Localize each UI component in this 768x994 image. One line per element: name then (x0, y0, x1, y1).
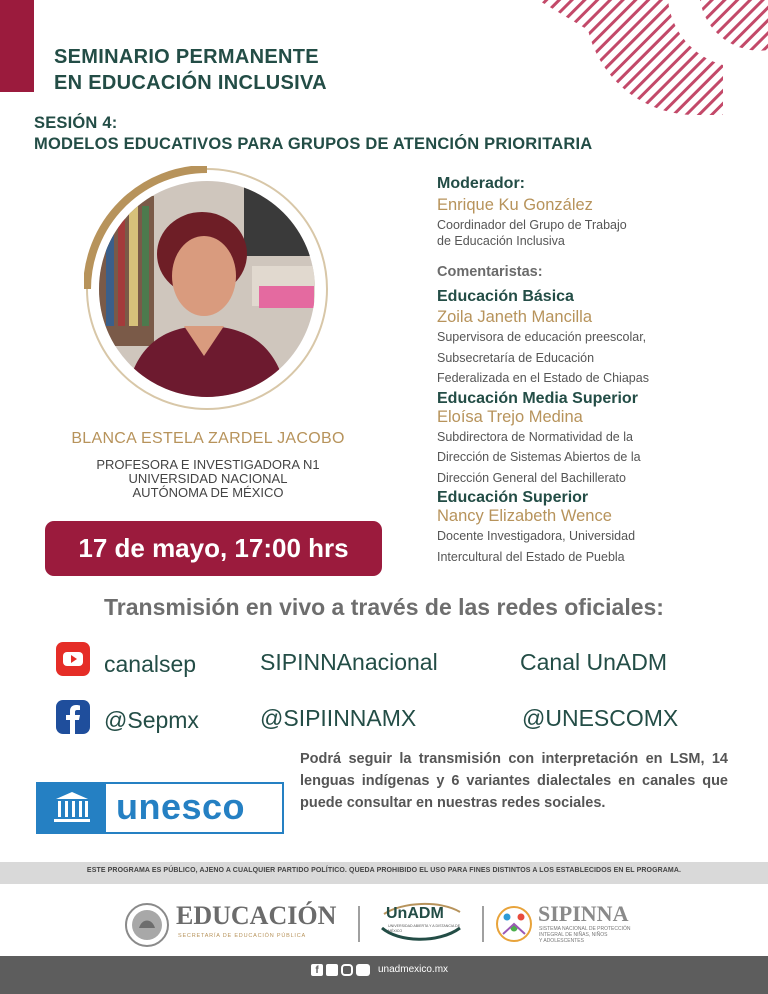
sep-subtitle: SECRETARÍA DE EDUCACIÓN PÚBLICA (178, 933, 306, 939)
commentator-desc: Subdirectora de Normatividad de la (437, 429, 633, 444)
speaker-role-line2: UNIVERSIDAD NACIONAL (128, 471, 288, 486)
session-topic: MODELOS EDUCATIVOS PARA GRUPOS DE ATENCIÓN PRIORITARIA (34, 135, 593, 153)
commentator-desc: Docente Investigadora, Universidad (437, 529, 636, 543)
commentator-desc: Supervisora de educación preescolar, (437, 330, 647, 344)
unesco-wordmark: unesco (116, 786, 246, 827)
commentator-name: Zoila Janeth Mancilla (437, 308, 592, 326)
commentator-1 (437, 287, 757, 389)
legal-disclaimer: ESTE PROGRAMA ES PÚBLICO, AJENO A CUALQUIER PARTIDO POLÍTICO. QUEDA PROHIBIDO EL USO PARA FINES DISTINTOS A LOS ESTABLECIDOS EN EL PROGRAMA. (86, 867, 682, 874)
commentator-name: Eloísa Trejo Medina (437, 407, 583, 426)
footer-bar (0, 956, 768, 994)
educacion-logo-text: EDUCACIÓN (176, 901, 337, 930)
unesco-logo (36, 782, 284, 834)
unadm-logo-text: UnADM (386, 905, 444, 922)
moderator-desc-line1: Coordinador del Grupo de Trabajo (437, 218, 627, 232)
facebook-sep-link[interactable]: @Sepmx (104, 707, 199, 733)
interpretation-info: Podrá seguir la transmisión con interpretación en LSM, 14 lenguas indígenas y 6 variantes dialectales en canales que puede consultar en nuestras redes sociales. (300, 751, 728, 811)
unesco-handle-link[interactable]: @UNESCOMX (522, 705, 679, 731)
sipinna-subtitle-line2: INTEGRAL DE NIÑAS, NIÑOS (539, 932, 608, 938)
speaker-name: BLANCA ESTELA ZARDEL JACOBO (71, 430, 345, 447)
seminar-title-line1: SEMINARIO PERMANENTE (54, 46, 319, 68)
commentator-2 (437, 389, 757, 489)
footer-social-icons (311, 964, 370, 976)
sipinna-logo-text: SIPINNA (538, 901, 629, 926)
unesco-temple-block (38, 784, 106, 832)
transmission-heading: Transmisión en vivo a través de las redes oficiales: (104, 594, 664, 620)
commentator-desc: Intercultural del Estado de Puebla (437, 549, 625, 564)
unesco-temple-icon (52, 791, 92, 825)
commentator-desc: Dirección General del Bachillerato (437, 470, 626, 485)
sipinna-subtitle-line1: SISTEMA NACIONAL DE PROTECCIÓN (539, 926, 631, 932)
moderator-desc-line2: de Educación Inclusiva (437, 234, 565, 248)
session-number: SESIÓN 4: (34, 114, 118, 132)
seminar-title-line2: EN EDUCACIÓN INCLUSIVA (54, 72, 327, 94)
commentator-level: Educación Básica (437, 288, 574, 305)
speaker-role (0, 458, 416, 500)
sipinna-subtitle (539, 926, 631, 944)
commentators-heading: Comentaristas: (437, 264, 543, 280)
speaker-role-line1: PROFESORA E INVESTIGADORA N1 (96, 457, 320, 472)
commentator-3 (437, 488, 757, 567)
footer-website-link[interactable]: unadmexico.mx (378, 964, 449, 975)
moderator-heading: Moderador: (437, 175, 525, 192)
youtube-icon[interactable] (356, 964, 370, 976)
seminar-title (54, 44, 327, 96)
commentator-desc: Dirección de Sistemas Abiertos de la (437, 450, 641, 464)
sipinna-logo-icon (494, 904, 534, 944)
decorative-stripes (468, 0, 768, 115)
mexico-coat-of-arms-icon (124, 902, 170, 948)
unadm-channel-link[interactable]: Canal UnADM (520, 649, 667, 675)
logo-divider (358, 906, 360, 942)
commentator-desc: Federalizada en el Estado de Chiapas (437, 371, 649, 385)
unadm-subtitle: UNIVERSIDAD ABIERTA Y A DISTANCIA DE MÉXICO (388, 924, 461, 933)
commentator-level: Educación Superior (437, 489, 589, 506)
facebook-icon[interactable]: f (311, 964, 323, 976)
commentator-name: Nancy Elizabeth Wence (437, 507, 612, 525)
instagram-icon[interactable] (341, 964, 353, 976)
participants-column (437, 174, 757, 567)
youtube-icon[interactable] (56, 642, 90, 676)
moderator-name: Enrique Ku González (437, 196, 593, 214)
facebook-icon[interactable] (56, 700, 90, 734)
sipinna-channel-link[interactable]: SIPINNAnacional (260, 649, 438, 675)
speaker-photo (84, 166, 330, 412)
sipinna-subtitle-line3: Y ADOLESCENTES (539, 938, 584, 944)
top-accent-bar (0, 0, 34, 92)
logo-divider (482, 906, 484, 942)
speaker-role-line3: AUTÓNOMA DE MÉXICO (132, 485, 284, 500)
youtube-channel-link[interactable]: canalsep (104, 651, 197, 677)
session-title (34, 113, 592, 155)
event-date-badge: 17 de mayo, 17:00 hrs (45, 521, 382, 576)
commentator-level: Educación Media Superior (437, 389, 638, 407)
commentator-desc: Subsecretaría de Educación (437, 350, 595, 365)
sipinna-handle-link[interactable]: @SIPIINNAMX (260, 705, 417, 731)
twitter-icon[interactable] (326, 964, 338, 976)
